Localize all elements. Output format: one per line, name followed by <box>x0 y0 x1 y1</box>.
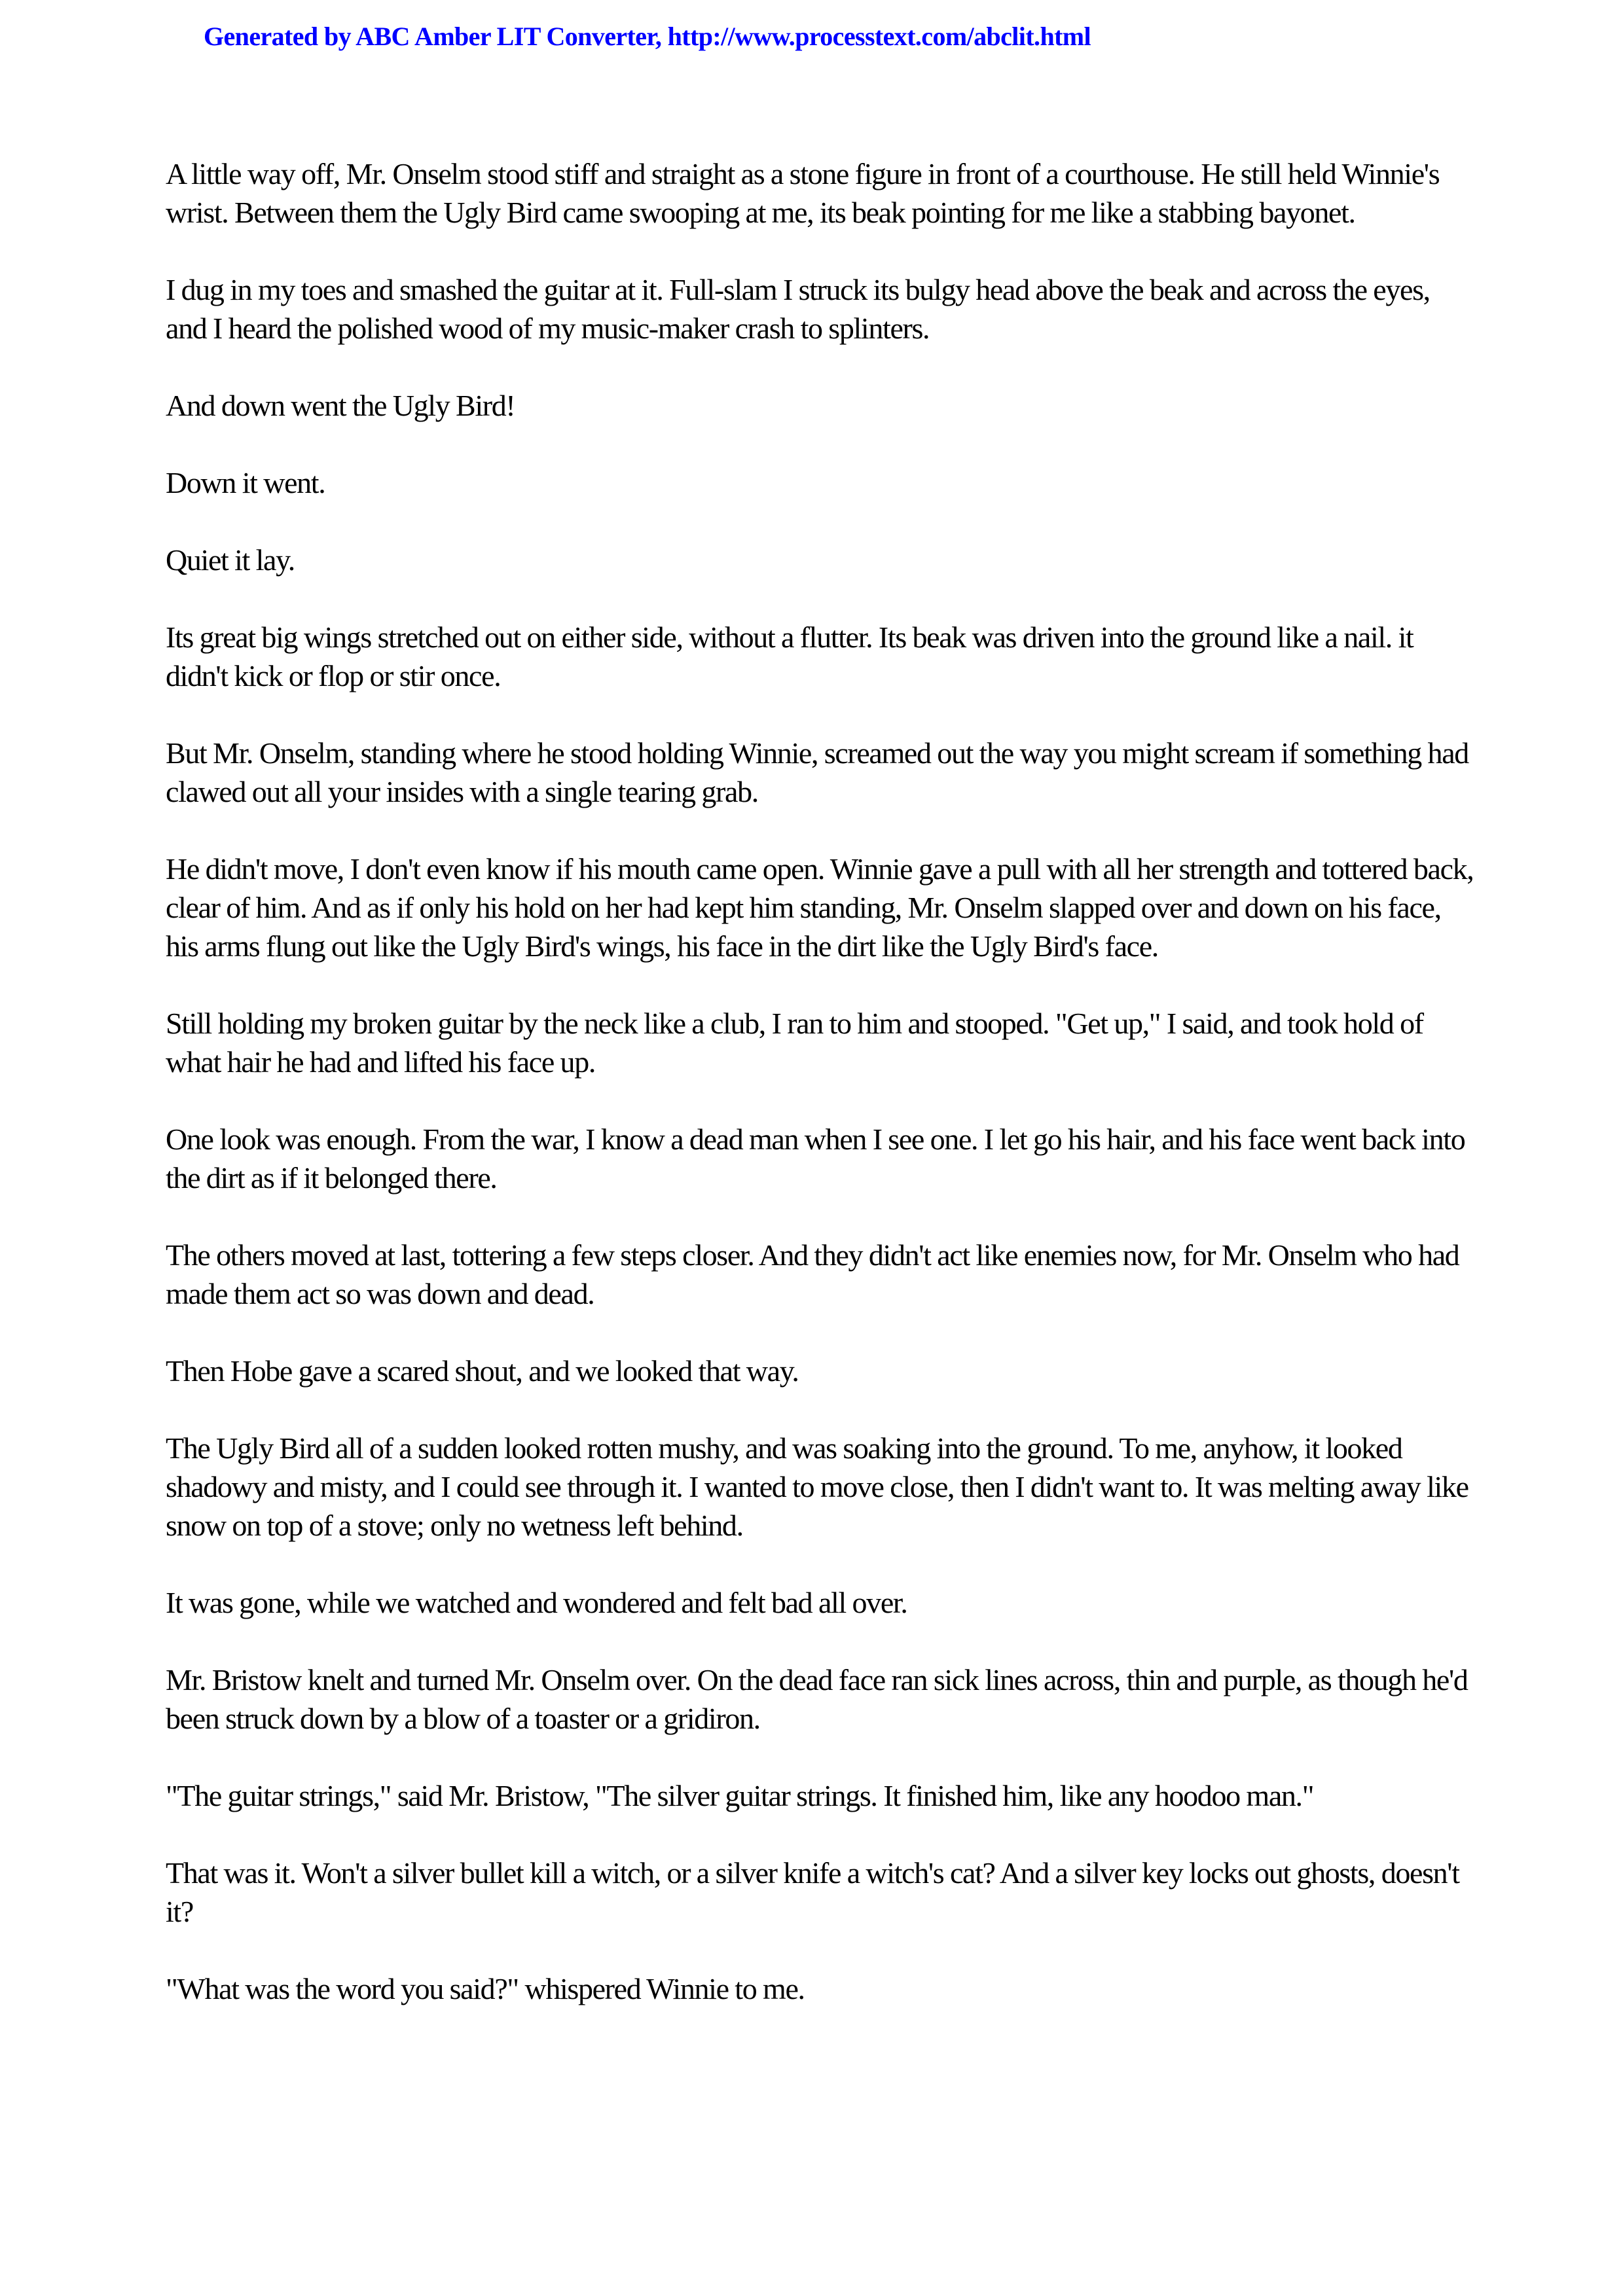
paragraph: But Mr. Onselm, standing where he stood holding Winnie, screamed out the way you might scream if something had clawed out all your insides with a single tearing grab. <box>166 736 1468 808</box>
paragraph: The Ugly Bird all of a sudden looked rotten mushy, and was soaking into the ground. To me, anyhow, it looked shadowy and misty, and I could see through it. I wanted to move close, then I didn't want to. It was melting away like snow on top of a stove; only no wetness left behind. <box>166 1431 1468 1542</box>
paragraph: Its great big wings stretched out on either side, without a flutter. Its beak was driven into the ground like a nail. it didn't kick or flop or stir once. <box>166 620 1413 692</box>
page-content <box>166 154 1475 2047</box>
converter-header: Generated by ABC Amber LIT Converter, http://www.processtext.com/abclit.html <box>204 22 1091 51</box>
paragraph: Mr. Bristow knelt and turned Mr. Onselm over. On the dead face ran sick lines across, thin and purple, as though he'd been struck down by a blow of a toaster or a gridiron. <box>166 1663 1468 1735</box>
paragraph: A little way off, Mr. Onselm stood stiff and straight as a stone figure in front of a courthouse. He still held Winnie's wrist. Between them the Ugly Bird came swooping at me, its beak pointing for me like a stabbing bayonet. <box>166 157 1440 229</box>
paragraph: I dug in my toes and smashed the guitar at it. Full-slam I struck its bulgy head above the beak and across the eyes, and I heard the polished wood of my music-maker crash to splinters. <box>166 273 1430 345</box>
paragraph: Down it went. <box>166 466 325 499</box>
paragraph: The others moved at last, tottering a few steps closer. And they didn't act like enemies now, for Mr. Onselm who had made them act so was down and dead. <box>166 1238 1459 1310</box>
paragraph: "The guitar strings," said Mr. Bristow, "The silver guitar strings. It finished him, like any hoodoo man." <box>166 1779 1314 1812</box>
paragraph: "What was the word you said?" whispered Winnie to me. <box>166 1972 805 2005</box>
paragraph: One look was enough. From the war, I know a dead man when I see one. I let go his hair, and his face went back into the dirt as if it belonged there. <box>166 1122 1465 1194</box>
paragraph: Then Hobe gave a scared shout, and we looked that way. <box>166 1354 799 1388</box>
paragraph: And down went the Ugly Bird! <box>166 389 515 422</box>
paragraph: Still holding my broken guitar by the neck like a club, I ran to him and stooped. "Get up," I said, and took hold of what hair he had and lifted his face up. <box>166 1007 1423 1079</box>
paragraph: Quiet it lay. <box>166 543 295 577</box>
paragraph: It was gone, while we watched and wondered and felt bad all over. <box>166 1586 907 1619</box>
paragraph: That was it. Won't a silver bullet kill a witch, or a silver knife a witch's cat? And a silver key locks out ghosts, doesn't it? <box>166 1856 1459 1928</box>
paragraph: He didn't move, I don't even know if his mouth came open. Winnie gave a pull with all her strength and tottered back, clear of him. And as if only his hold on her had kept him standing, Mr. Onselm slapped over and down on his face, his arms flung out like the Ugly Bird's wings, his face in the dirt like the Ugly Bird's face. <box>166 852 1474 963</box>
